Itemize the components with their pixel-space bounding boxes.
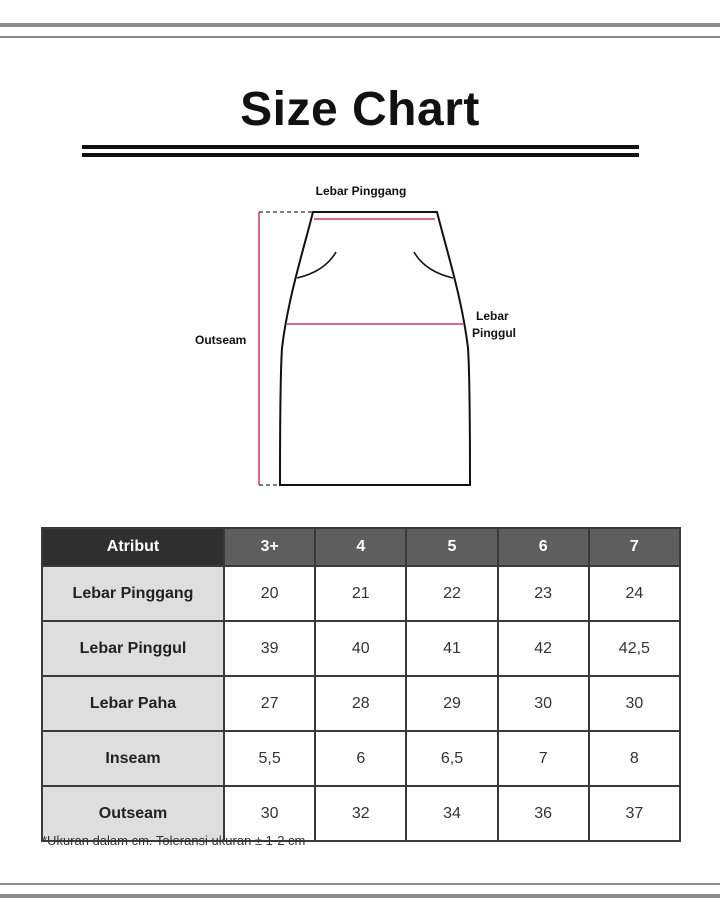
table-cell: 7 (498, 731, 589, 786)
right-pocket (414, 252, 453, 278)
table-cell: 39 (224, 621, 315, 676)
left-pocket (297, 252, 336, 278)
table-cell: 20 (224, 566, 315, 621)
title-underline-second (82, 153, 639, 157)
skirt-diagram (180, 178, 540, 498)
outseam-label: Outseam (195, 333, 247, 347)
frame-bottom-border (0, 894, 720, 898)
row-label: Lebar Paha (42, 676, 224, 731)
table-cell: 29 (406, 676, 497, 731)
waist-label: Lebar Pinggang (315, 184, 407, 198)
title-underline (82, 145, 639, 149)
table-cell: 37 (589, 786, 680, 841)
table-cell: 28 (315, 676, 406, 731)
table-cell: 34 (406, 786, 497, 841)
table-cell: 42,5 (589, 621, 680, 676)
table-cell: 21 (315, 566, 406, 621)
table-cell: 42 (498, 621, 589, 676)
table-cell: 41 (406, 621, 497, 676)
header-size: 5 (406, 528, 497, 566)
header-size: 4 (315, 528, 406, 566)
frame-top-border (0, 23, 720, 27)
table-cell: 32 (315, 786, 406, 841)
row-label: Lebar Pinggul (42, 621, 224, 676)
table-row (42, 621, 680, 676)
size-table (41, 527, 681, 842)
page-title: Size Chart (240, 83, 480, 136)
table-cell: 30 (224, 786, 315, 841)
table-cell: 6 (315, 731, 406, 786)
table-cell: 27 (224, 676, 315, 731)
table-cell: 30 (498, 676, 589, 731)
skirt-outline (280, 212, 470, 485)
table-cell: 6,5 (406, 731, 497, 786)
row-label: Outseam (42, 786, 224, 841)
table-row (42, 731, 680, 786)
table-cell: 40 (315, 621, 406, 676)
hip-label-line2: Pinggul (472, 326, 516, 340)
size-note: *Ukuran dalam cm. Toleransi ukuran ± 1-2 cm (42, 833, 306, 848)
header-size: 3+ (224, 528, 315, 566)
header-attribute: Atribut (42, 528, 224, 566)
table-cell: 36 (498, 786, 589, 841)
header-size: 6 (498, 528, 589, 566)
row-label: Lebar Pinggang (42, 566, 224, 621)
table-cell: 22 (406, 566, 497, 621)
row-label: Inseam (42, 731, 224, 786)
table-header-row (42, 528, 680, 566)
table-cell: 5,5 (224, 731, 315, 786)
table-row (42, 566, 680, 621)
table-cell: 24 (589, 566, 680, 621)
frame-bottom-border-thin (0, 883, 720, 885)
table-row (42, 676, 680, 731)
table-cell: 30 (589, 676, 680, 731)
hip-label-line1: Lebar (476, 309, 509, 323)
frame-top-border-thin (0, 36, 720, 38)
table-cell: 8 (589, 731, 680, 786)
table-cell: 23 (498, 566, 589, 621)
header-size: 7 (589, 528, 680, 566)
